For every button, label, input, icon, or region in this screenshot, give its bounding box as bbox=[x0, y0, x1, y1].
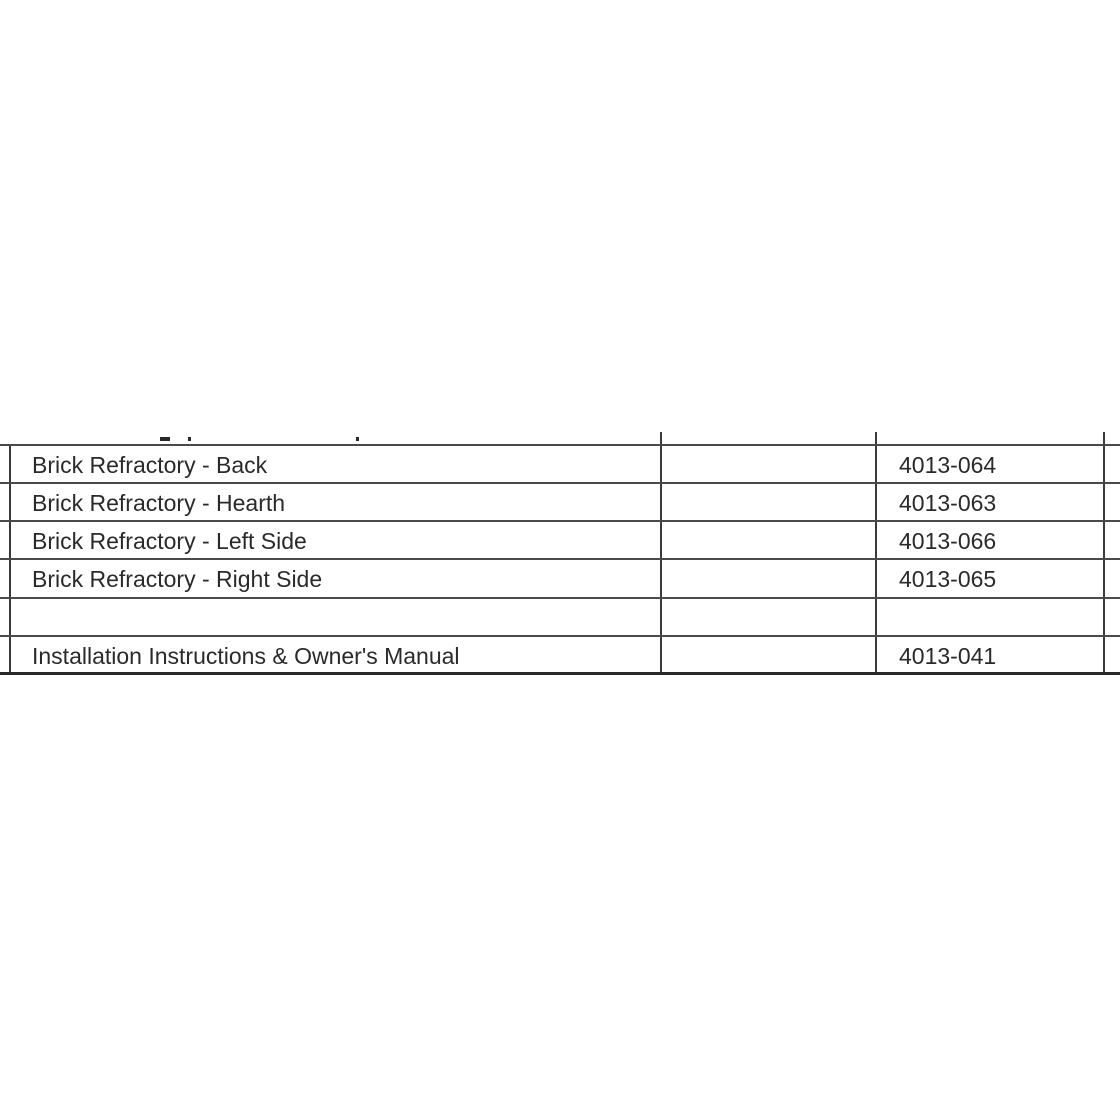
part-number: 4013-066 bbox=[899, 528, 997, 554]
part-description: Brick Refractory - Hearth bbox=[32, 490, 286, 516]
part-number: 4013-064 bbox=[899, 452, 997, 478]
cut-off-text-fragment bbox=[160, 437, 170, 441]
table-bottom-border bbox=[0, 672, 1120, 675]
part-number: 4013-065 bbox=[899, 566, 997, 592]
column-divider-right bbox=[1103, 432, 1105, 674]
column-divider-part-number bbox=[875, 432, 877, 674]
row-divider bbox=[0, 520, 1120, 522]
cut-off-text-fragment bbox=[188, 437, 191, 441]
column-divider-description bbox=[660, 432, 662, 674]
part-description: Brick Refractory - Right Side bbox=[32, 566, 323, 592]
part-number: 4013-063 bbox=[899, 490, 997, 516]
row-divider bbox=[0, 597, 1120, 599]
part-description: Installation Instructions & Owner's Manual bbox=[32, 643, 460, 669]
row-divider bbox=[0, 482, 1120, 484]
part-number: 4013-041 bbox=[899, 643, 997, 669]
row-divider bbox=[0, 444, 1120, 446]
row-divider bbox=[0, 558, 1120, 560]
cut-off-text-fragment bbox=[356, 437, 359, 441]
part-description: Brick Refractory - Left Side bbox=[32, 528, 307, 554]
row-divider bbox=[0, 635, 1120, 637]
part-description: Brick Refractory - Back bbox=[32, 452, 268, 478]
